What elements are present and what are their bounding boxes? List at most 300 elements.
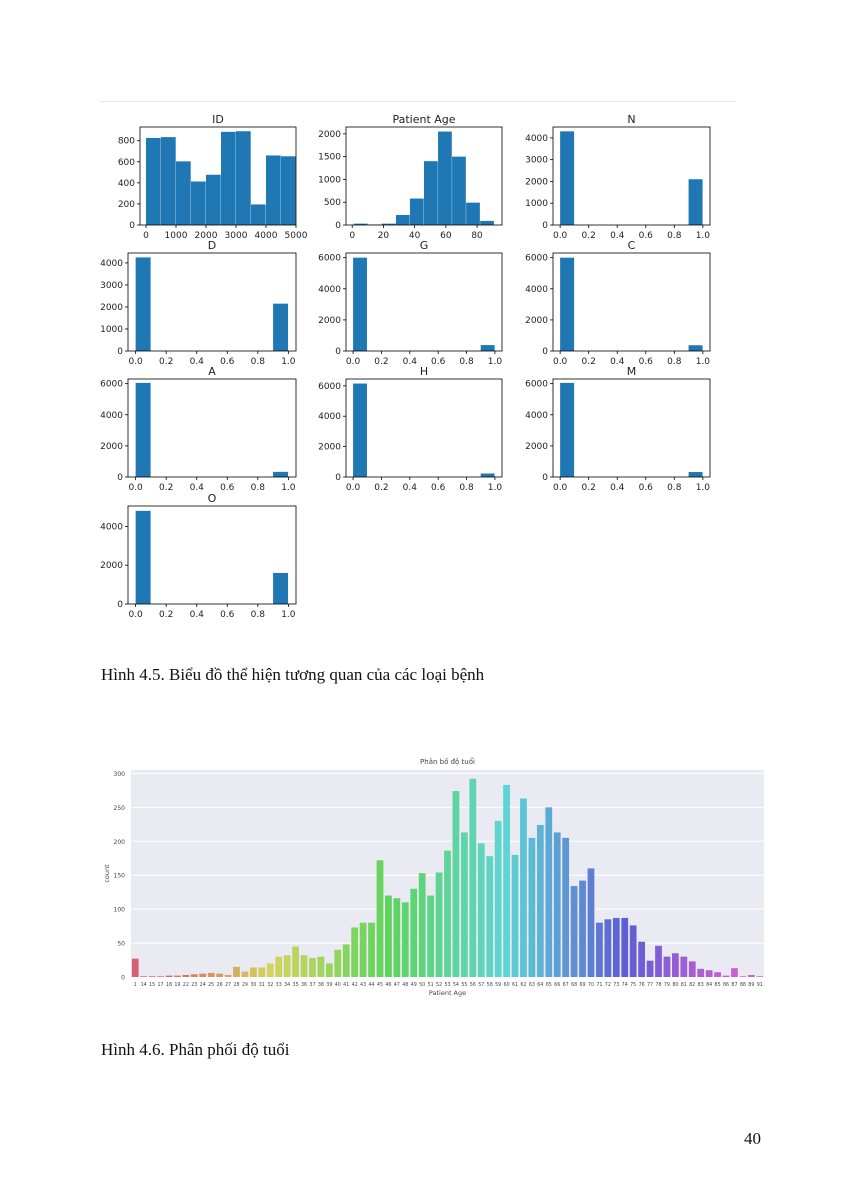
x-tick-label: 0.6	[220, 483, 235, 493]
x-tick-label: 83	[697, 983, 704, 988]
chart-title: C	[627, 239, 636, 252]
x-tick-label: 86	[722, 983, 730, 988]
y-tick-label: 6000	[525, 253, 548, 264]
age-bar	[258, 967, 265, 977]
age-bar	[275, 957, 282, 977]
age-bar	[647, 961, 654, 977]
x-tick-label: 77	[647, 983, 654, 988]
age-bar	[613, 918, 620, 977]
age-bar	[343, 944, 350, 977]
x-tick-label: 2000	[194, 231, 218, 241]
x-tick-label: 1.0	[281, 357, 296, 367]
x-tick-label: 5000	[284, 231, 308, 241]
hist-bar	[480, 221, 494, 225]
x-tick-label: 49	[410, 983, 417, 988]
x-tick-label: 39	[326, 983, 333, 988]
x-tick-label: 84	[706, 983, 713, 988]
y-tick-label: 500	[323, 198, 341, 209]
hist-bar	[560, 258, 574, 351]
age-bar	[638, 942, 645, 977]
x-tick-label: 0.2	[581, 483, 596, 493]
y-tick-label: 1000	[318, 175, 341, 186]
hist-bar	[281, 156, 296, 225]
y-tick-label: 300	[113, 770, 125, 778]
age-bar	[537, 825, 544, 977]
x-tick-label: 1	[133, 983, 137, 988]
x-tick-label: 0.2	[159, 483, 174, 493]
hist-bar	[689, 345, 703, 351]
age-bar	[621, 918, 628, 977]
age-bar	[495, 821, 502, 977]
hist-bar	[410, 199, 424, 225]
x-tick-label: 69	[579, 983, 586, 988]
figure-4-6-caption: Hình 4.6. Phân phối độ tuổi	[101, 1040, 290, 1059]
hist-bar	[136, 383, 151, 477]
axes-frame	[128, 506, 296, 604]
age-bar	[714, 972, 721, 977]
x-tick-label: 0	[349, 231, 356, 241]
hist-bar	[353, 384, 367, 477]
x-tick-label: 81	[680, 983, 687, 988]
age-bar	[596, 923, 603, 977]
hist-bar	[161, 137, 176, 225]
age-distribution-chart	[103, 757, 764, 997]
y-tick-label: 100	[113, 906, 125, 914]
hist-bar	[191, 181, 206, 225]
y-tick-label: 0	[335, 473, 341, 483]
axes-frame	[128, 379, 296, 477]
x-tick-label: 0.0	[128, 357, 143, 367]
x-tick-label: 60	[503, 983, 510, 988]
axes-frame	[553, 253, 710, 351]
axes-frame	[346, 379, 502, 477]
x-tick-label: 65	[545, 983, 552, 988]
hist-bar	[273, 304, 288, 351]
age-bar	[377, 860, 384, 977]
x-tick-label: 0.4	[610, 231, 625, 241]
age-bar	[486, 856, 493, 977]
x-tick-label: 31	[258, 983, 265, 988]
age-bar	[664, 957, 671, 977]
x-tick-label: 80	[672, 983, 679, 988]
y-tick-label: 0	[117, 473, 123, 483]
age-bar	[292, 946, 299, 977]
x-tick-label: 51	[427, 983, 434, 988]
age-bar	[723, 976, 730, 977]
age-bar	[512, 855, 519, 977]
x-tick-label: 55	[461, 983, 468, 988]
age-bar	[182, 975, 189, 977]
hist-bar	[236, 131, 251, 225]
x-tick-label: 88	[739, 983, 746, 988]
y-tick-label: 6000	[318, 381, 341, 392]
x-tick-label: 26	[216, 983, 223, 988]
x-tick-label: 44	[368, 983, 375, 988]
hist-bar	[466, 203, 480, 225]
x-tick-label: 28	[233, 983, 240, 988]
age-bar	[132, 959, 139, 977]
age-bar	[478, 843, 485, 977]
age-bar	[453, 791, 460, 977]
age-bar	[216, 974, 223, 977]
x-tick-label: 37	[309, 983, 316, 988]
x-tick-label: 35	[292, 983, 299, 988]
age-bar	[402, 902, 409, 977]
age-bar	[326, 963, 333, 977]
chart-title: A	[208, 365, 216, 378]
x-tick-label: 0.8	[250, 610, 265, 620]
x-tick-label: 32	[267, 983, 274, 988]
y-tick-label: 3000	[525, 155, 548, 166]
age-bar	[680, 957, 687, 977]
x-tick-label: 0.8	[459, 483, 474, 493]
age-bar	[360, 923, 367, 977]
x-tick-label: 18	[165, 983, 173, 988]
x-tick-label: 0.0	[552, 231, 568, 241]
hist-bar	[273, 472, 288, 477]
x-tick-label: 1.0	[281, 483, 296, 493]
hist-bar	[689, 179, 703, 225]
y-tick-label: 4000	[525, 284, 548, 295]
y-tick-label: 4000	[100, 522, 123, 533]
x-tick-label: 1000	[164, 231, 188, 241]
x-tick-label: 19	[174, 983, 181, 988]
x-axis-label: Patient Age	[428, 989, 467, 997]
age-bar	[689, 961, 696, 977]
hist-bar	[221, 132, 236, 225]
hist-bar	[689, 472, 703, 477]
y-tick-label: 0	[542, 221, 548, 231]
x-tick-label: 22	[182, 983, 189, 988]
x-tick-label: 48	[402, 983, 409, 988]
x-tick-label: 0.0	[345, 357, 361, 367]
y-tick-label: 4000	[318, 284, 341, 295]
page-number: 40	[744, 1129, 761, 1148]
x-tick-label: 0.2	[374, 483, 389, 493]
x-tick-label: 0.2	[374, 357, 389, 367]
histogram-patientage	[318, 113, 502, 241]
axes-frame	[553, 379, 710, 477]
x-tick-label: 67	[562, 983, 569, 988]
x-tick-label: 0.4	[402, 483, 417, 493]
x-tick-label: 29	[241, 983, 248, 988]
y-tick-label: 0	[117, 600, 123, 610]
histogram-o	[100, 492, 296, 620]
x-tick-label: 1.0	[487, 483, 503, 493]
x-tick-label: 46	[385, 983, 392, 988]
x-tick-label: 24	[199, 983, 206, 988]
y-tick-label: 250	[113, 804, 125, 812]
x-tick-label: 1.0	[695, 357, 711, 367]
x-tick-label: 0.4	[189, 610, 204, 620]
age-bar	[199, 974, 206, 977]
x-tick-label: 45	[376, 983, 384, 988]
y-tick-label: 200	[113, 838, 125, 846]
hist-bar	[146, 138, 161, 225]
x-tick-label: 61	[511, 983, 519, 988]
x-tick-label: 59	[495, 983, 502, 988]
histogram-m	[525, 365, 710, 493]
age-bar	[309, 958, 316, 977]
x-tick-label: 78	[655, 983, 662, 988]
age-bar	[351, 927, 358, 977]
x-tick-label: 3000	[224, 231, 248, 241]
histogram-n	[525, 113, 710, 241]
chart-title: N	[627, 113, 636, 126]
y-tick-label: 4000	[100, 258, 123, 269]
x-tick-label: 0	[143, 231, 149, 241]
age-bar	[756, 976, 763, 977]
x-tick-label: 1.0	[487, 357, 503, 367]
y-tick-label: 600	[117, 157, 135, 168]
x-tick-label: 58	[486, 983, 493, 988]
age-bar	[562, 838, 569, 977]
histogram-g	[318, 239, 502, 367]
x-tick-label: 0.8	[459, 357, 474, 367]
x-tick-label: 34	[284, 983, 291, 988]
y-tick-label: 4000	[100, 410, 123, 421]
hist-bar	[136, 511, 151, 604]
y-tick-label: 0	[117, 347, 123, 357]
x-tick-label: 0.2	[159, 610, 174, 620]
age-bar	[233, 967, 240, 977]
x-tick-label: 0.4	[402, 357, 417, 367]
x-tick-label: 0.6	[431, 357, 446, 367]
age-bar	[368, 923, 375, 977]
age-bar	[571, 886, 578, 977]
age-bar	[174, 976, 181, 977]
x-tick-label: 36	[300, 983, 308, 988]
y-tick-label: 2000	[318, 315, 341, 326]
y-tick-label: 6000	[318, 253, 341, 264]
x-tick-label: 79	[663, 983, 670, 988]
x-tick-label: 74	[621, 983, 628, 988]
age-bar	[748, 975, 755, 977]
age-bar	[427, 896, 434, 977]
age-bar	[630, 925, 637, 977]
hist-bar	[424, 161, 438, 225]
age-bar	[166, 976, 173, 977]
x-tick-label: 91	[756, 983, 763, 988]
x-tick-label: 0.6	[638, 357, 653, 367]
x-tick-label: 76	[638, 983, 645, 988]
age-bar	[250, 967, 257, 977]
x-tick-label: 0.4	[189, 357, 204, 367]
x-tick-label: 33	[275, 983, 282, 988]
x-tick-label: 63	[528, 983, 535, 988]
age-bar	[520, 799, 527, 977]
x-tick-label: 70	[587, 983, 595, 988]
chart-title: M	[626, 365, 637, 378]
x-tick-label: 53	[444, 983, 451, 988]
x-tick-label: 40	[408, 231, 421, 241]
x-tick-label: 47	[393, 983, 400, 988]
age-bar	[545, 807, 552, 977]
x-tick-label: 64	[537, 983, 544, 988]
x-tick-label: 80	[471, 231, 483, 241]
age-bar	[503, 785, 510, 977]
age-bar	[191, 974, 198, 977]
y-tick-label: 1500	[318, 152, 341, 163]
age-bar	[697, 969, 704, 977]
histogram-c	[525, 239, 710, 367]
x-tick-label: 56	[469, 983, 476, 988]
y-tick-label: 200	[117, 199, 135, 210]
chart-title: Patient Age	[392, 113, 456, 126]
y-tick-label: 2000	[100, 302, 123, 313]
x-tick-label: 50	[419, 983, 426, 988]
hist-bar	[353, 258, 367, 351]
hist-bar	[481, 345, 495, 351]
hist-bar	[206, 175, 221, 225]
chart-title: D	[207, 239, 217, 252]
x-tick-label: 30	[250, 983, 257, 988]
axes-frame	[346, 253, 502, 351]
age-bar	[385, 896, 392, 977]
x-tick-label: 15	[149, 983, 156, 988]
age-bar	[731, 968, 738, 977]
hist-bar	[251, 204, 266, 225]
hist-bar	[136, 257, 151, 351]
x-tick-label: 0.0	[552, 357, 568, 367]
age-bar	[672, 953, 679, 977]
y-tick-label: 150	[113, 872, 125, 880]
x-tick-label: 0.8	[250, 483, 265, 493]
x-tick-label: 0.0	[128, 483, 143, 493]
x-tick-label: 60	[440, 231, 452, 241]
x-tick-label: 0.8	[667, 231, 682, 241]
y-tick-label: 2000	[318, 442, 341, 453]
age-bar	[461, 832, 468, 977]
chart-title: O	[207, 492, 217, 505]
axes-frame	[553, 127, 710, 225]
age-bar	[410, 889, 417, 977]
age-bar	[655, 946, 662, 977]
x-tick-label: 52	[436, 983, 443, 988]
figure-4-5-caption: Hình 4.5. Biểu đồ thể hiện tương quan của các loại bệnh	[101, 665, 485, 684]
y-axis-label: count	[103, 864, 111, 883]
x-tick-label: 17	[157, 983, 164, 988]
x-tick-label: 0.2	[581, 357, 596, 367]
y-tick-label: 2000	[318, 129, 341, 140]
chart-title: H	[419, 365, 429, 378]
x-tick-label: 73	[613, 983, 620, 988]
age-bar	[393, 898, 400, 977]
x-tick-label: 1.0	[281, 610, 296, 620]
x-tick-label: 0.0	[345, 483, 361, 493]
x-tick-label: 0.4	[610, 357, 625, 367]
x-tick-label: 43	[360, 983, 367, 988]
x-tick-label: 72	[604, 983, 611, 988]
x-tick-label: 0.6	[431, 483, 446, 493]
x-tick-label: 0.8	[667, 483, 682, 493]
x-tick-label: 0.6	[220, 357, 235, 367]
age-bar	[579, 881, 586, 977]
x-tick-label: 85	[714, 983, 721, 988]
age-bar	[284, 955, 291, 977]
x-tick-label: 89	[748, 983, 755, 988]
age-bar	[604, 919, 611, 977]
histogram-h	[318, 365, 502, 493]
x-tick-label: 0.2	[581, 231, 596, 241]
x-tick-label: 0.4	[189, 483, 204, 493]
age-bar	[554, 832, 561, 977]
age-bar	[267, 963, 274, 977]
axes-frame	[128, 253, 296, 351]
x-tick-label: 75	[630, 983, 637, 988]
age-bar	[444, 851, 451, 977]
y-tick-label: 6000	[525, 379, 548, 390]
hist-bar	[273, 573, 288, 604]
x-tick-label: 0.6	[220, 610, 235, 620]
age-bar	[318, 957, 325, 977]
age-bar	[469, 779, 476, 977]
x-tick-label: 40	[334, 983, 341, 988]
x-tick-label: 0.4	[610, 483, 625, 493]
age-bar	[208, 973, 215, 977]
x-tick-label: 0.6	[638, 483, 653, 493]
x-tick-label: 0.0	[128, 610, 143, 620]
y-tick-label: 2000	[525, 177, 548, 188]
y-tick-label: 1000	[100, 324, 123, 335]
y-tick-label: 1000	[525, 199, 548, 210]
y-tick-label: 4000	[318, 412, 341, 423]
hist-bar	[481, 474, 495, 477]
y-tick-label: 800	[117, 136, 135, 147]
histogram-a	[100, 365, 296, 493]
age-bar	[740, 976, 747, 977]
age-bar	[149, 976, 156, 977]
x-tick-label: 25	[208, 983, 215, 988]
age-bar	[225, 975, 232, 977]
x-tick-label: 23	[191, 983, 198, 988]
hist-bar	[396, 215, 410, 225]
x-tick-label: 54	[452, 983, 459, 988]
y-tick-label: 4000	[525, 133, 548, 144]
x-tick-label: 0.8	[250, 357, 265, 367]
x-tick-label: 0.0	[552, 483, 568, 493]
chart-title: G	[419, 239, 429, 252]
age-bar	[529, 838, 536, 977]
y-tick-label: 50	[117, 940, 125, 948]
y-tick-label: 0	[335, 221, 341, 231]
y-tick-label: 2000	[100, 561, 123, 572]
age-bar	[301, 955, 308, 977]
chart-title: Phân bố độ tuổi	[420, 758, 475, 766]
age-bar	[588, 868, 595, 977]
y-tick-label: 4000	[525, 410, 548, 421]
chart-title: ID	[212, 113, 224, 126]
y-tick-label: 0	[542, 347, 548, 357]
x-tick-label: 0.6	[638, 231, 653, 241]
x-tick-label: 68	[571, 983, 578, 988]
x-tick-label: 42	[351, 983, 358, 988]
hist-bar	[438, 132, 452, 225]
y-tick-label: 0	[542, 473, 548, 483]
x-tick-label: 1.0	[695, 231, 711, 241]
age-bar	[140, 976, 147, 977]
hist-bar	[560, 131, 574, 225]
x-tick-label: 66	[554, 983, 561, 988]
age-bar	[436, 872, 443, 977]
age-bar	[334, 950, 341, 977]
x-tick-label: 62	[520, 983, 527, 988]
x-tick-label: 57	[478, 983, 485, 988]
age-bar	[157, 976, 164, 977]
x-tick-label: 0.2	[159, 357, 174, 367]
x-tick-label: 82	[689, 983, 696, 988]
x-tick-label: 0.8	[667, 357, 682, 367]
